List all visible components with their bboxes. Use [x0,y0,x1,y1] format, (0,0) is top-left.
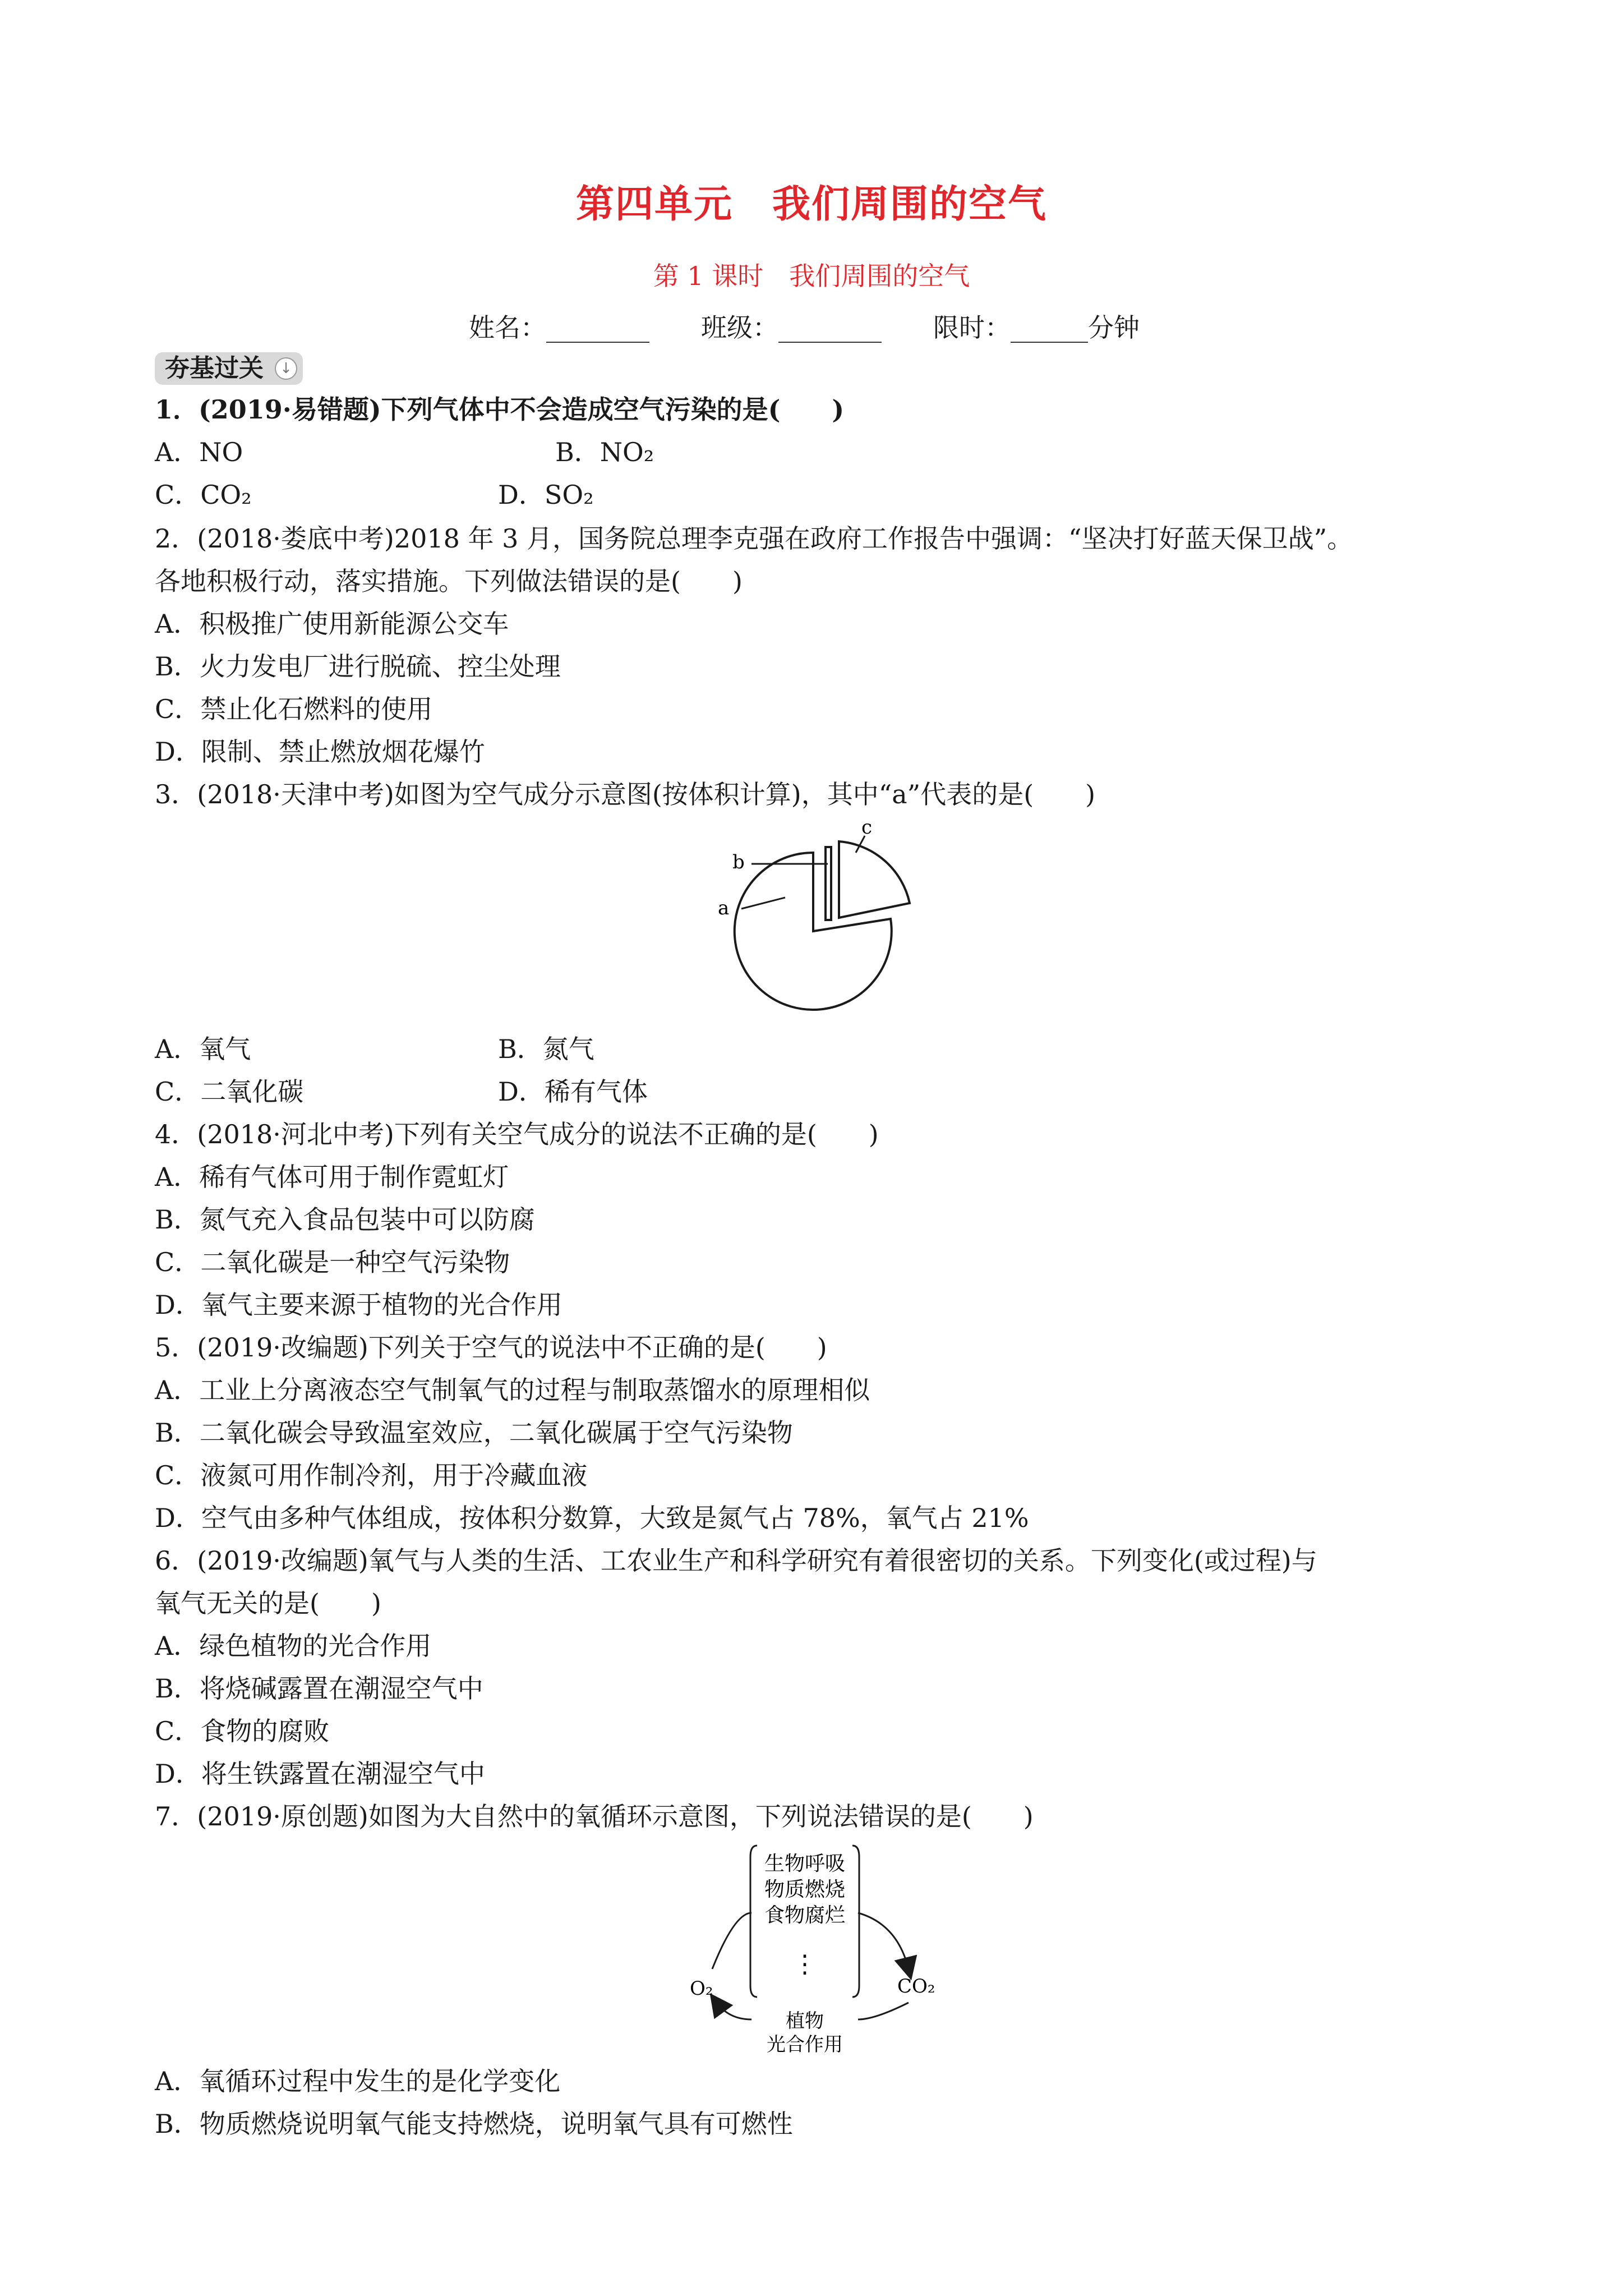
cycle-item-respiration: 生物呼吸 [764,1852,846,1875]
name-label: 姓名： [469,312,546,343]
cycle-item-combustion: 物质燃烧 [764,1878,846,1901]
cycle-item-photosynthesis: 光合作用 [767,2033,843,2056]
question-2-stem-line1: 2．(2018·娄底中考)2018 年 3 月，国务院总理李克强在政府工作报告中强调：“坚决打好蓝天保卫战”。 [155,523,1353,554]
q2-option-c: C．禁止化石燃料的使用 [155,694,433,724]
q6-option-c: C．食物的腐败 [155,1716,330,1746]
section-badge [155,352,303,385]
name-blank[interactable]: ________ [546,312,649,343]
down-arrow-icon: ↓ [275,357,297,380]
q6-option-b: B．将烧碱露置在潮湿空气中 [155,1673,483,1704]
arrow-bottom-left [717,2003,751,2019]
box-right-brace [852,1846,859,1997]
pie-sector-b [826,847,831,920]
arrow-co2-to-o2-bottom [858,2003,909,2019]
q4-option-c: C．二氧化碳是一种空气污染物 [155,1247,510,1277]
box-left-brace [750,1846,757,1997]
q1-option-c: C．CO₂ [155,480,252,510]
cycle-node-co2: CO₂ [897,1975,935,1998]
question-5-stem: 5．(2019·改编题)下列关于空气的说法中不正确的是( ) [155,1332,827,1363]
q3-option-d: D．稀有气体 [498,1076,648,1107]
q2-option-a: A．积极推广使用新能源公交车 [155,609,509,639]
q4-option-a: A．稀有气体可用于制作霓虹灯 [155,1162,509,1192]
question-6-stem-line1: 6．(2019·改编题)氧气与人类的生活、工农业生产和科学研究有着很密切的关系。下列变化(或过程)与 [155,1545,1317,1576]
q7-option-b: B．物质燃烧说明氧气能支持燃烧，说明氧气具有可燃性 [155,2109,793,2139]
cycle-item-plant: 植物 [786,2010,824,2032]
arrow-o2-to-co2-top [712,1913,751,1969]
class-label: 班级： [701,312,778,343]
time-unit: 分钟 [1088,312,1140,343]
question-1-stem: 1．(2019·易错题)下列气体中不会造成空气污染的是( ) [155,394,845,425]
question-7-stem: 7．(2019·原创题)如图为大自然中的氧循环示意图，下列说法错误的是( ) [155,1801,1034,1832]
question-4-stem: 4．(2018·河北中考)下列有关空气成分的说法不正确的是( ) [155,1119,879,1149]
question-6-stem-line2: 氧气无关的是( ) [155,1588,381,1618]
pie-label-b: b [732,851,745,873]
q2-option-d: D．限制、禁止燃放烟花爆竹 [155,737,485,767]
question-3-stem: 3．(2018·天津中考)如图为空气成分示意图(按体积计算)，其中“a”代表的是( ) [155,779,1096,809]
q5-option-a: A．工业上分离液态空气制氧气的过程与制取蒸馏水的原理相似 [155,1375,870,1405]
q2-option-b: B．火力发电厂进行脱硫、控尘处理 [155,651,561,682]
pie-sector-c [839,841,910,918]
q3-option-c: C．二氧化碳 [155,1076,304,1107]
section-badge-label: 夯基过关 [165,354,264,383]
unit-title: 第四单元 我们周围的空气 [575,182,1047,227]
student-info-row [469,307,1140,344]
cycle-node-o2: O₂ [690,1977,713,2000]
cycle-item-ellipsis: ⋮ [792,1950,817,1978]
pie-label-a: a [718,897,730,919]
q6-option-a: A．绿色植物的光合作用 [155,1631,432,1661]
q1-option-b: B．NO₂ [555,437,654,467]
q3-option-a: A．氧气 [155,1034,251,1064]
q5-option-c: C．液氮可用作制冷剂，用于冷藏血液 [155,1460,588,1490]
q6-option-d: D．将生铁露置在潮湿空气中 [155,1759,485,1789]
question-2-stem-line2: 各地积极行动，落实措施。下列做法错误的是( ) [155,566,743,596]
class-blank[interactable]: ________ [778,312,882,343]
q5-option-d: D．空气由多种气体组成，按体积分数算，大致是氮气占 78%，氧气占 21% [155,1503,1029,1533]
q4-option-d: D．氧气主要来源于植物的光合作用 [155,1290,562,1320]
air-composition-pie-figure [701,819,925,1032]
q1-option-d: D．SO₂ [498,480,594,510]
q4-option-b: B．氮气充入食品包装中可以防腐 [155,1204,535,1235]
q5-option-b: B．二氧化碳会导致温室效应，二氧化碳属于空气污染物 [155,1418,793,1448]
lesson-title: 第 1 课时 我们周围的空气 [653,261,970,291]
pie-label-c: c [861,819,873,839]
arrow-top-right [858,1913,909,1969]
oxygen-cycle-figure [673,1840,965,2064]
q7-option-a: A．氧循环过程中发生的是化学变化 [155,2066,561,2096]
q3-option-b: B．氮气 [498,1034,594,1064]
pie-sector-a [735,853,892,1010]
time-blank[interactable]: ______ [1011,312,1088,343]
q1-option-a: A．NO [155,437,243,467]
time-label: 限时： [933,312,1011,343]
cycle-item-decay: 食物腐烂 [764,1904,846,1927]
label-a-leader [741,898,785,909]
